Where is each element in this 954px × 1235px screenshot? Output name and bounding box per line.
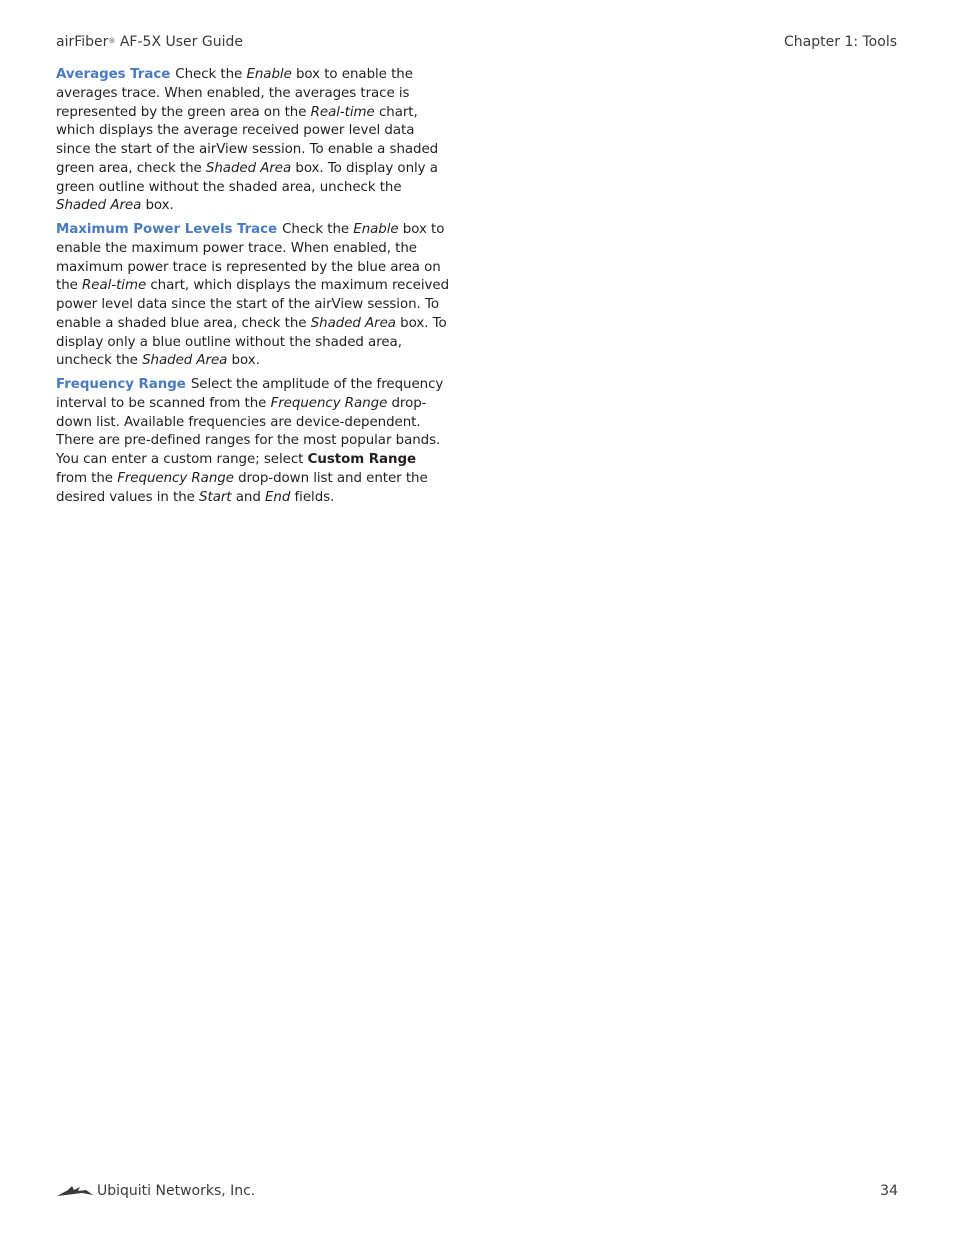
text-run: Check the xyxy=(282,222,354,237)
italic-run: Shaded Area xyxy=(56,198,142,214)
italic-run: Shaded Area xyxy=(205,160,292,176)
italic-run: Enable xyxy=(353,222,399,237)
italic-run: Enable xyxy=(246,67,292,82)
text-run: chart, which displays the average received power level data since the start of the airView session. To enable a shaded green area, check the xyxy=(56,104,439,176)
text-run: drop-down list and enter the desired values in the xyxy=(56,470,428,505)
italic-run: Shaded Area xyxy=(142,353,228,369)
text-run: fields. xyxy=(290,489,335,505)
guide-title-rest: AF-5X User Guide xyxy=(115,34,243,50)
text-run: box. To display only a green outline without the shaded area, uncheck the xyxy=(56,160,438,195)
text-run: drop-down list. Available frequencies are device-dependent. There are pre-defined ranges for the most popular bands. You can enter a custom range; select xyxy=(56,395,441,467)
text-run: and xyxy=(231,489,265,505)
page-number: 34 xyxy=(880,1183,898,1199)
text-run: Check the xyxy=(175,67,247,82)
text-run: from the xyxy=(56,470,118,486)
maximum-power-paragraph xyxy=(56,221,451,371)
text-run: box. xyxy=(227,353,260,369)
bold-run: Custom Range xyxy=(307,452,417,467)
ubiquiti-logo-icon xyxy=(56,1184,94,1198)
frequency-range-term: Frequency Range xyxy=(56,377,186,392)
italic-run: End xyxy=(264,489,291,505)
text-run: box to enable the averages trace. When enabled, the averages trace is represented by the green area on the xyxy=(56,67,413,120)
italic-run: Start xyxy=(199,489,232,505)
chapter-title: Chapter 1: Tools xyxy=(784,34,897,50)
frequency-range-paragraph xyxy=(56,376,451,507)
footer-company xyxy=(56,1182,255,1200)
averages-trace-term: Averages Trace xyxy=(56,67,171,82)
italic-run: Frequency Range xyxy=(117,470,234,486)
company-name: Ubiquiti Networks, Inc. xyxy=(97,1183,256,1199)
italic-run: Real-time xyxy=(310,104,375,120)
guide-title xyxy=(56,33,243,51)
maximum-power-term: Maximum Power Levels Trace xyxy=(56,222,278,237)
guide-title-main: airFiber xyxy=(56,34,109,50)
text-run: box. xyxy=(141,198,174,214)
italic-run: Shaded Area xyxy=(310,315,396,331)
text-run: Select the amplitude of the frequency interval to be scanned from the xyxy=(56,377,444,411)
averages-trace-paragraph xyxy=(56,66,451,216)
text-run: chart, which displays the maximum received power level data since the start of the airView session. To enable a shaded blue area, check the xyxy=(56,278,450,331)
text-run: box. To display only a blue outline without the shaded area, uncheck the xyxy=(56,315,447,369)
main-content xyxy=(56,66,451,512)
italic-run: Real-time xyxy=(82,278,147,294)
italic-run: Frequency Range xyxy=(270,395,388,411)
text-run: box to enable the maximum power trace. When enabled, the maximum power trace is represented by the blue area on the xyxy=(56,222,445,294)
registered-mark: ® xyxy=(108,37,116,45)
